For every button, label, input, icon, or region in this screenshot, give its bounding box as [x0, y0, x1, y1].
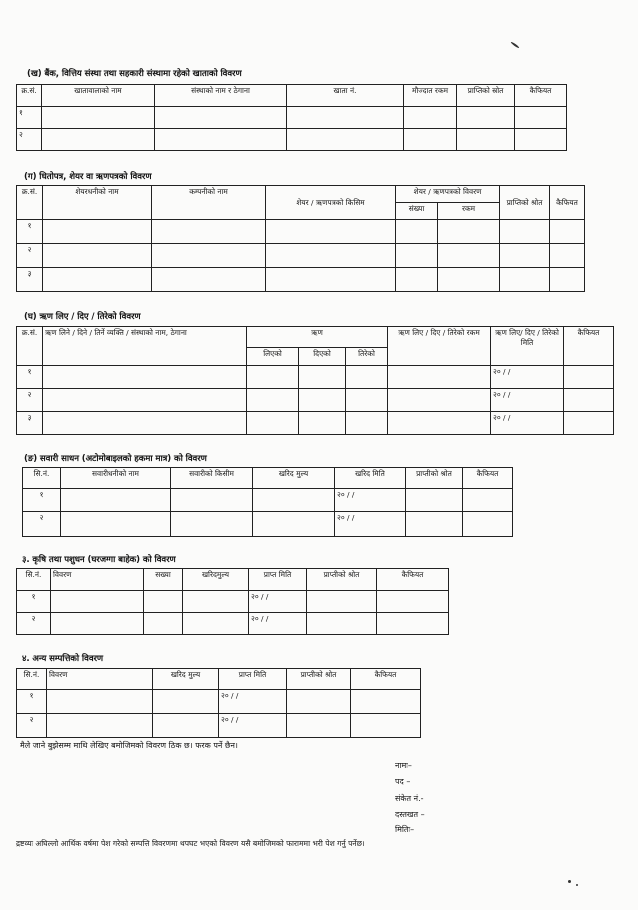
table-cell[interactable] [287, 107, 404, 129]
table-cell[interactable] [61, 512, 171, 537]
footnote: द्रष्टव्यः अघिल्लो आर्थिक वर्षमा पेश गरेको सम्पत्ति विवरणमा थपघट भएको विवरण यसै बमोजिमको फाराममा भरी पेश गर्नु पर्नेछ। [16, 839, 365, 848]
table-cell[interactable] [61, 489, 171, 512]
table-cell[interactable] [346, 412, 388, 435]
col-header: कम्पनीको नाम [152, 186, 266, 220]
table-cell[interactable] [299, 366, 346, 389]
table-cell[interactable] [457, 129, 515, 151]
col-header: कैफियत [463, 468, 513, 489]
col-header: क्र.सं. [17, 186, 43, 220]
scan-mark [510, 41, 519, 48]
table-cell[interactable] [500, 268, 550, 292]
col-header: प्राप्तीको श्रोत [307, 569, 377, 591]
table-cell[interactable] [438, 220, 500, 244]
table-cell[interactable] [43, 389, 247, 412]
table-cell[interactable] [396, 244, 438, 268]
date-cell[interactable]: २० / / [491, 366, 564, 389]
date-cell[interactable]: २० / / [249, 613, 307, 635]
table-cell[interactable] [43, 268, 152, 292]
table-cell[interactable] [43, 412, 247, 435]
signature-post-field[interactable]: पद – [395, 777, 411, 786]
table-cell[interactable] [377, 591, 449, 613]
row-number: १ [17, 690, 47, 714]
table-cell[interactable] [287, 714, 351, 738]
table-cell[interactable] [247, 389, 299, 412]
col-header: सवारीको किसीम [171, 468, 253, 489]
col-header: विवरण [51, 569, 144, 591]
col-header: सि.नं. [23, 468, 61, 489]
row-number: ३ [17, 268, 43, 292]
table-cell[interactable] [287, 129, 404, 151]
table-cell[interactable] [43, 220, 152, 244]
other-assets-table [16, 668, 421, 738]
table-cell[interactable] [299, 412, 346, 435]
table-cell[interactable] [438, 268, 500, 292]
col-header: प्राप्तीको श्रोत [406, 468, 463, 489]
section-title-vehicles: (ङ) सवारी साधन (अटोमोबाइलको हकमा मात्र) को विवरण [24, 454, 207, 464]
table-cell[interactable] [307, 613, 377, 635]
table-cell[interactable] [47, 714, 153, 738]
row-number: १ [17, 366, 43, 389]
table-row [23, 489, 513, 512]
signature-date-field[interactable]: मितिः– [395, 825, 415, 834]
table-cell[interactable] [183, 591, 249, 613]
table-cell[interactable] [152, 244, 266, 268]
table-row [17, 613, 449, 635]
table-cell[interactable] [351, 714, 421, 738]
table-cell[interactable] [564, 366, 614, 389]
table-cell[interactable] [144, 591, 183, 613]
table-cell[interactable] [152, 220, 266, 244]
table-row [17, 412, 614, 435]
col-header: लिएको [247, 348, 299, 366]
scan-mark [576, 884, 578, 886]
date-cell[interactable]: २० / / [335, 512, 406, 537]
table-cell[interactable] [463, 512, 513, 537]
row-number: २ [23, 512, 61, 537]
table-cell[interactable] [299, 389, 346, 412]
col-header: कैफियत [515, 85, 567, 107]
table-cell[interactable] [253, 489, 335, 512]
table-cell[interactable] [515, 129, 567, 151]
date-cell[interactable]: २० / / [219, 714, 287, 738]
table-cell[interactable] [153, 714, 219, 738]
table-cell[interactable] [388, 412, 491, 435]
col-header: शेयर / ऋणपत्रको विवरण [396, 186, 500, 203]
row-number: २ [17, 389, 43, 412]
table-cell[interactable] [266, 220, 396, 244]
section-title-other-assets: ४. अन्य सम्पत्तिको विवरण [22, 654, 104, 664]
table-cell[interactable] [406, 489, 463, 512]
table-cell[interactable] [43, 366, 247, 389]
col-header: मौज्दात रकम [404, 85, 457, 107]
table-cell[interactable] [171, 489, 253, 512]
col-header: दिएको [299, 348, 346, 366]
col-header: कैफियत [377, 569, 449, 591]
table-cell[interactable] [153, 690, 219, 714]
col-header: विवरण [47, 669, 153, 690]
table-cell[interactable] [457, 107, 515, 129]
table-cell[interactable] [406, 512, 463, 537]
section-title-shares: (ग) धितोपत्र, शेयर वा ऋणपत्रको विवरण [24, 172, 152, 182]
table-cell[interactable] [500, 244, 550, 268]
bank-accounts-table [16, 84, 567, 151]
date-cell[interactable]: २० / / [491, 389, 564, 412]
table-cell[interactable] [51, 613, 144, 635]
table-cell[interactable] [463, 489, 513, 512]
table-cell[interactable] [351, 690, 421, 714]
row-number: २ [17, 714, 47, 738]
table-cell[interactable] [404, 129, 457, 151]
vehicles-table [22, 467, 513, 537]
col-header: रकम [438, 203, 500, 220]
table-cell[interactable] [43, 244, 152, 268]
col-header: खातावालाको नाम [42, 85, 155, 107]
table-cell[interactable] [266, 268, 396, 292]
table-cell[interactable] [266, 244, 396, 268]
table-cell[interactable] [346, 366, 388, 389]
table-row [17, 714, 421, 738]
loans-table [16, 326, 614, 435]
table-cell[interactable] [51, 591, 144, 613]
col-header: ऋण लिए / दिए / तिरेको रकम [388, 327, 491, 366]
table-row [17, 389, 614, 412]
table-cell[interactable] [287, 690, 351, 714]
table-row [17, 244, 585, 268]
table-cell[interactable] [388, 366, 491, 389]
section-title-bank-accounts: (ख) बैंक, वित्तिय संस्था तथा सहकारी संस्थामा रहेको खाताको विवरण [27, 69, 242, 79]
col-header: शेयर / ऋणपत्रको किसिम [266, 186, 396, 220]
col-header: कैफियत [550, 186, 585, 220]
table-cell[interactable] [144, 613, 183, 635]
table-cell[interactable] [183, 613, 249, 635]
col-header: कैफियत [564, 327, 614, 366]
date-cell[interactable]: २० / / [491, 412, 564, 435]
table-row [17, 690, 421, 714]
row-number: २ [17, 613, 51, 635]
col-header: तिरेको [346, 348, 388, 366]
section-title-agriculture: ३. कृषि तथा पशुधन (घरजग्गा बाहेक) को विवरण [22, 555, 176, 565]
row-number: १ [23, 489, 61, 512]
table-row [17, 268, 585, 292]
table-cell[interactable] [247, 412, 299, 435]
table-cell[interactable] [171, 512, 253, 537]
col-header: खाता नं. [287, 85, 404, 107]
col-header: प्राप्तीको श्रोत [287, 669, 351, 690]
table-cell[interactable] [396, 268, 438, 292]
col-header: सवारीधनीको नाम [61, 468, 171, 489]
col-header: खरिद मुल्य [253, 468, 335, 489]
table-row [17, 220, 585, 244]
table-cell[interactable] [550, 220, 585, 244]
table-cell[interactable] [42, 107, 155, 129]
col-header: कैफियत [351, 669, 421, 690]
table-cell[interactable] [346, 389, 388, 412]
col-header: संस्थाको नाम र ठेगाना [155, 85, 287, 107]
table-cell[interactable] [550, 268, 585, 292]
table-cell[interactable] [500, 220, 550, 244]
shares-table [16, 185, 585, 292]
col-header: शेयरधनीको नाम [43, 186, 152, 220]
table-row [17, 107, 567, 129]
date-cell[interactable]: २० / / [219, 690, 287, 714]
table-cell[interactable] [404, 107, 457, 129]
table-cell[interactable] [550, 244, 585, 268]
signature-symbol-field[interactable]: संकेत नं.- [395, 794, 424, 803]
col-header: प्राप्तिको श्रोत [500, 186, 550, 220]
col-header: सि.नं. [17, 569, 51, 591]
col-header: प्राप्तिको स्रोत [457, 85, 515, 107]
table-cell[interactable] [253, 512, 335, 537]
table-cell[interactable] [564, 389, 614, 412]
row-number: १ [17, 107, 42, 129]
col-header: क्र.सं. [17, 85, 42, 107]
signature-name-field[interactable]: नामः– [395, 761, 412, 770]
table-row [17, 129, 567, 151]
section-title-loans: (घ) ऋण लिए / दिए / तिरेको विवरण [24, 312, 141, 322]
row-number: २ [17, 244, 43, 268]
col-header: प्राप्त मिति [219, 669, 287, 690]
col-header: संख्या [396, 203, 438, 220]
table-cell[interactable] [155, 129, 287, 151]
table-cell[interactable] [42, 129, 155, 151]
table-cell[interactable] [47, 690, 153, 714]
col-header: सख्या [144, 569, 183, 591]
col-header: क्र.सं. [17, 327, 43, 366]
col-header: सि.नं. [17, 669, 47, 690]
col-header: प्राप्त मिति [249, 569, 307, 591]
row-number: २ [17, 129, 42, 151]
col-header: ऋण [247, 327, 388, 348]
row-number: ३ [17, 412, 43, 435]
agriculture-table [16, 568, 449, 635]
table-cell[interactable] [515, 107, 567, 129]
date-cell[interactable]: २० / / [249, 591, 307, 613]
col-header: खरिद मुल्य [153, 669, 219, 690]
scan-mark [568, 880, 571, 883]
table-row [17, 591, 449, 613]
row-number: १ [17, 220, 43, 244]
declaration-text: मैले जाने बुझेसम्म माथि लेखिए बमोजिमको विवरण ठिक छ। फरक पर्ने छैन। [20, 741, 238, 750]
table-cell[interactable] [247, 366, 299, 389]
row-number: १ [17, 591, 51, 613]
table-cell[interactable] [377, 613, 449, 635]
table-cell[interactable] [388, 389, 491, 412]
table-cell[interactable] [152, 268, 266, 292]
col-header: खरिदमुल्य [183, 569, 249, 591]
table-row [17, 366, 614, 389]
col-header: ऋण लिने / दिने / तिर्ने व्यक्ति / संस्थाको नाम, ठेगाना [43, 327, 247, 366]
table-cell[interactable] [438, 244, 500, 268]
col-header: ऋण लिए/ दिए / तिरेको मिति [491, 327, 564, 366]
table-cell[interactable] [396, 220, 438, 244]
date-cell[interactable]: २० / / [335, 489, 406, 512]
table-cell[interactable] [155, 107, 287, 129]
table-row [23, 512, 513, 537]
table-cell[interactable] [564, 412, 614, 435]
table-cell[interactable] [307, 591, 377, 613]
signature-sign-field[interactable]: दस्तखत – [395, 810, 425, 819]
col-header: खरिद मिति [335, 468, 406, 489]
